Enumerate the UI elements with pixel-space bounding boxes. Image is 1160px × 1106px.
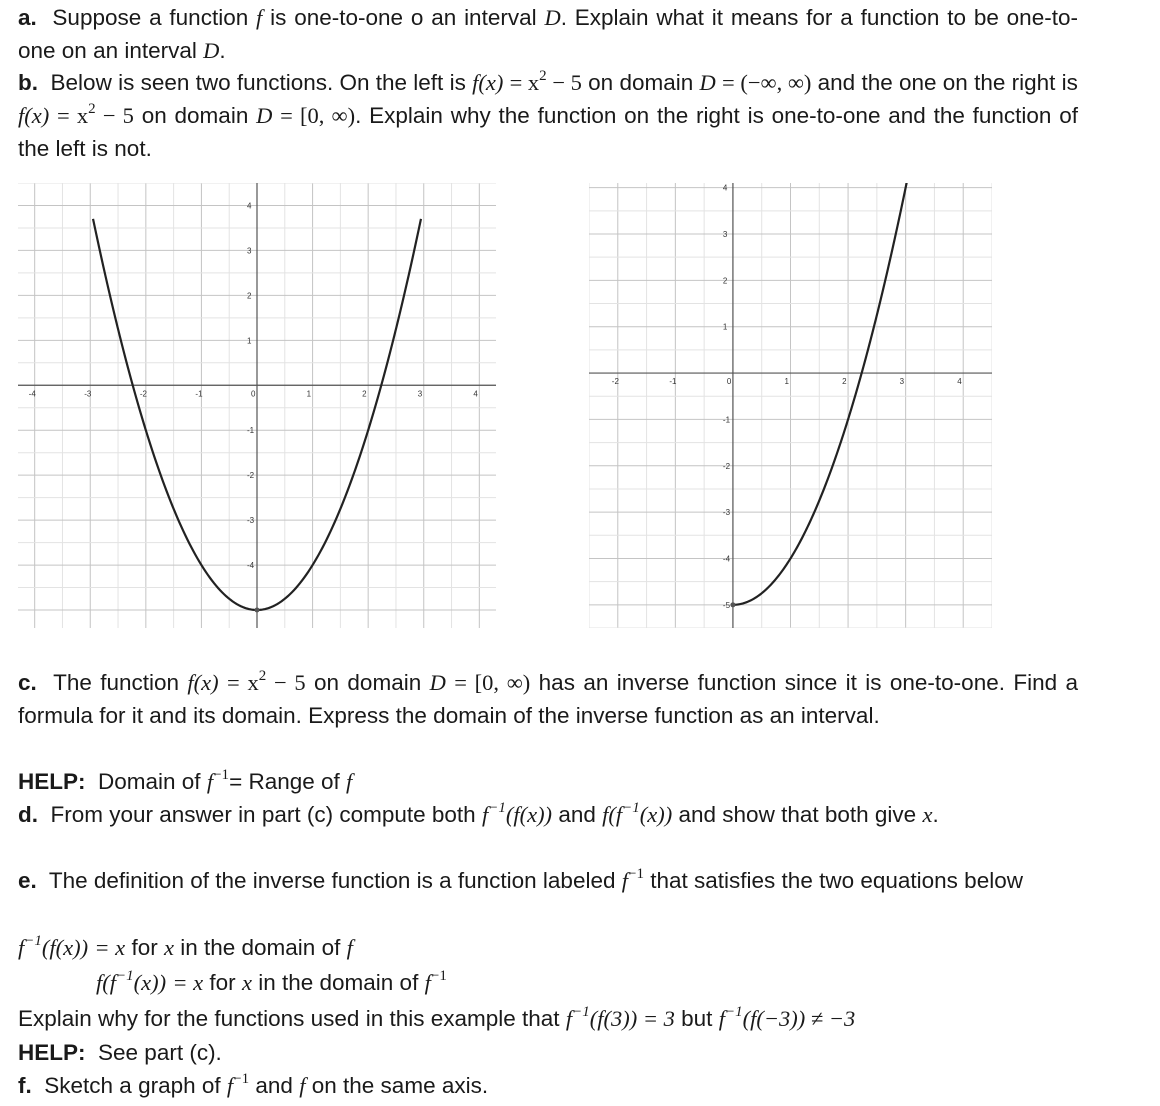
vertex-point <box>730 602 735 607</box>
part-a-text: Suppose a function <box>52 5 249 30</box>
eq-text: for <box>209 970 236 995</box>
symbol-f: f <box>299 1073 306 1098</box>
exp-2: 2 <box>258 668 267 684</box>
symbol-D: D <box>429 670 446 695</box>
expr-fx: f(x) <box>187 670 219 695</box>
symbol-f: f <box>565 1006 573 1031</box>
part-a-label: a. <box>18 5 37 30</box>
symbol-x: x <box>922 802 933 827</box>
expr-eq-x: = x <box>57 103 89 128</box>
part-b-label: b. <box>18 70 38 95</box>
symbol-x: x <box>163 935 174 960</box>
domain-nonneg: = [0, ∞) <box>280 103 356 128</box>
help-text: Domain of <box>98 769 201 794</box>
y-tick-label: 1 <box>722 322 728 332</box>
expr-f-finv <box>96 970 166 995</box>
expr-fx: f(x) <box>18 103 50 128</box>
part-d-text: From your answer in part (c) compute both <box>50 802 476 827</box>
part-d-label: d. <box>18 802 38 827</box>
symbol-f: f <box>226 1073 234 1098</box>
y-tick-label: 3 <box>722 229 728 239</box>
exp-2: 2 <box>88 101 96 117</box>
period: . <box>932 802 939 827</box>
expr-arg: (f(x)) <box>41 935 89 960</box>
symbol-D: D <box>256 103 273 128</box>
y-tick-label: -5 <box>722 600 731 610</box>
y-tick-label: 2 <box>247 291 252 301</box>
expr-finv-f <box>482 802 552 827</box>
help-c <box>18 765 1078 798</box>
equation-2 <box>18 966 1156 999</box>
part-d <box>18 798 1078 831</box>
expr-arg: (x)) <box>639 802 673 827</box>
exp-neg1: −1 <box>488 800 506 816</box>
right-graph <box>589 183 992 628</box>
exp-neg1: −1 <box>24 933 42 949</box>
part-a <box>18 1 1078 67</box>
part-d-text: and <box>558 802 596 827</box>
y-tick-label: -2 <box>722 461 731 471</box>
part-b-text: . Explain why the function on the right is one-to-one and the function of the left is not. <box>18 103 1078 161</box>
expr-minus5: − 5 <box>273 670 306 695</box>
expr-eq <box>227 670 306 695</box>
y-tick-label: 1 <box>247 336 252 346</box>
y-tick-label: 2 <box>722 276 728 286</box>
expr-finv-f3 <box>566 1006 675 1031</box>
symbol-D: D <box>544 5 561 30</box>
expr-finv-f <box>18 935 88 960</box>
part-f-text: Sketch a graph of <box>44 1073 221 1098</box>
explain-text: but <box>681 1006 713 1031</box>
expr-eq <box>57 103 134 128</box>
symbol-f: f <box>718 1006 725 1031</box>
help-text: = Range of <box>229 769 340 794</box>
x-tick-label: 3 <box>417 389 423 399</box>
exp-neg1: −1 <box>116 968 134 984</box>
y-tick-label: -2 <box>247 471 255 481</box>
part-c-text: The function <box>53 670 180 695</box>
x-tick-label: 2 <box>362 389 367 399</box>
expr-eq-x: = x <box>172 970 204 995</box>
x-tick-label: 4 <box>473 389 478 399</box>
expr-minus5: − 5 <box>552 70 582 95</box>
help-e <box>18 1036 1078 1069</box>
part-c-text: on domain <box>314 670 422 695</box>
part-e-text: that satisfies the two equations below <box>650 868 1023 893</box>
symbol-f: f <box>206 769 214 794</box>
y-tick-label: 3 <box>247 246 252 256</box>
x-tick-label: 2 <box>842 377 847 387</box>
exp-neg1: −1 <box>628 866 644 882</box>
y-tick-label: -1 <box>247 426 255 436</box>
period: . <box>219 38 226 63</box>
part-e <box>18 864 1078 897</box>
part-a-text: . Explain what it means for a function to be one-to-one on an interval <box>18 5 1078 63</box>
x-tick-label: 0 <box>251 389 256 399</box>
symbol-D: D <box>699 70 716 95</box>
x-tick-label: -1 <box>669 377 677 387</box>
expr-finv-fneg3 <box>719 1006 856 1031</box>
part-b-text: and the one on the right is <box>817 70 1078 95</box>
x-tick-label: -2 <box>611 377 619 387</box>
domain-all-reals: = (−∞, ∞) <box>722 70 812 95</box>
expr-arg: f(f <box>602 802 623 827</box>
exp-neg1: −1 <box>724 1004 743 1020</box>
expr-arg: (x)) <box>133 970 167 995</box>
y-tick-label: -1 <box>722 415 731 425</box>
part-e-text: The definition of the inverse function is a function labeled <box>48 868 616 893</box>
domain-nonneg: = [0, ∞) <box>454 670 531 695</box>
expr-arg: (f(3)) = 3 <box>589 1006 675 1031</box>
part-b-text: on domain <box>141 103 249 128</box>
part-d-text: and show that both give <box>678 802 917 827</box>
help-label: HELP: <box>18 769 86 794</box>
exp-neg1: −1 <box>233 1071 250 1087</box>
help-label: HELP: <box>18 1040 86 1065</box>
symbol-f: f <box>346 935 353 960</box>
y-tick-label: 4 <box>247 201 252 211</box>
symbol-f: f <box>18 935 25 960</box>
x-tick-label: 3 <box>899 377 905 387</box>
x-tick-label: -3 <box>84 389 92 399</box>
y-tick-label: 4 <box>722 183 728 193</box>
x-tick-label: 0 <box>726 377 732 387</box>
symbol-f: f <box>256 5 263 30</box>
expr-eq <box>510 70 582 95</box>
x-tick-label: 1 <box>306 389 312 399</box>
eq-text: in the domain of <box>258 970 419 995</box>
part-f-label: f. <box>18 1073 32 1098</box>
part-f-text: on the same axis. <box>311 1073 489 1098</box>
part-b <box>18 66 1078 165</box>
x-tick-label: 1 <box>784 377 789 387</box>
x-tick-label: 4 <box>957 377 962 387</box>
part-f-text: and <box>255 1073 293 1098</box>
explain-text: Explain why for the functions used in this example that <box>18 1006 560 1031</box>
symbol-f: f <box>621 868 629 893</box>
part-c-label: c. <box>18 670 37 695</box>
exp-neg1: −1 <box>572 1004 590 1020</box>
expr-f-finv <box>602 802 672 827</box>
part-b-text: Below is seen two functions. On the left is <box>50 70 466 95</box>
part-e-label: e. <box>18 868 37 893</box>
expr-eq-x: = x <box>509 70 540 95</box>
function-curve <box>733 183 911 605</box>
help-text: See part (c). <box>98 1040 222 1065</box>
exp-neg1: −1 <box>213 767 230 783</box>
expr-arg: (f(−3)) ≠ −3 <box>742 1006 856 1031</box>
y-tick-label: -4 <box>722 554 731 564</box>
eq-text: for <box>131 935 158 960</box>
exp-2: 2 <box>539 68 547 84</box>
part-c-text: has an inverse function since it is one-to-one. Find a formula for it and its domain. Express the domain of the inverse function as an interval. <box>18 670 1078 728</box>
expr-eq-x: = x <box>227 670 259 695</box>
expr-eq-x: = x <box>94 935 126 960</box>
part-b-text: on domain <box>588 70 694 95</box>
symbol-D: D <box>203 38 220 63</box>
expr-minus5: − 5 <box>102 103 134 128</box>
exp-neg1: −1 <box>622 800 640 816</box>
part-f <box>18 1069 1078 1102</box>
symbol-f: f <box>481 802 489 827</box>
symbol-f: f <box>346 769 353 794</box>
part-a-text: is one-to-one o an interval <box>270 5 537 30</box>
x-tick-label: -2 <box>139 389 147 399</box>
explain-line <box>18 1002 1078 1035</box>
symbol-f: f <box>424 970 431 995</box>
expr-arg: f(f <box>96 970 116 995</box>
left-graph <box>18 183 496 628</box>
y-tick-label: -3 <box>722 508 731 518</box>
expr-fx: f(x) <box>472 70 504 95</box>
y-tick-label: -4 <box>247 561 255 571</box>
exp-neg1: −1 <box>430 968 447 984</box>
part-c <box>18 666 1078 732</box>
eq-text: in the domain of <box>180 935 341 960</box>
x-tick-label: -4 <box>28 389 36 399</box>
x-tick-label: -1 <box>195 389 203 399</box>
expr-arg: (f(x)) <box>505 802 553 827</box>
vertex-point <box>255 608 260 613</box>
symbol-x: x <box>241 970 252 995</box>
equation-1 <box>18 931 1078 964</box>
y-tick-label: -3 <box>247 516 255 526</box>
